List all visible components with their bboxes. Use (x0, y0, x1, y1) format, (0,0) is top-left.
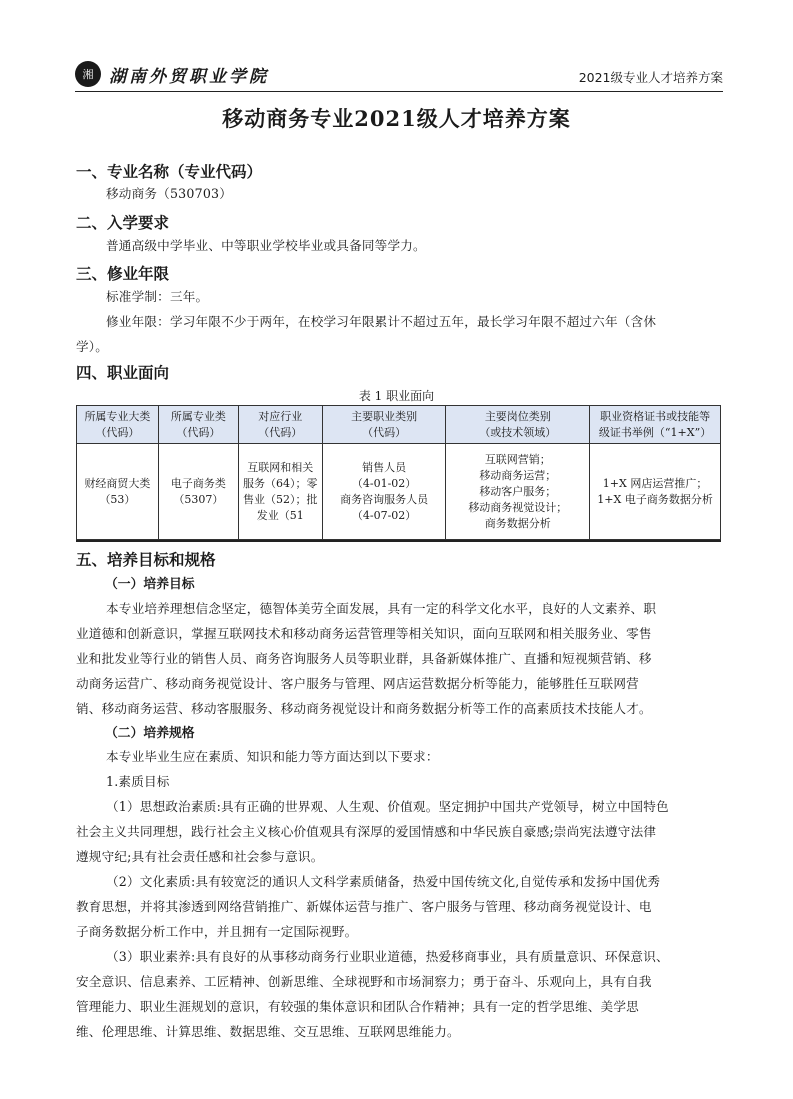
quality-political-line: （1）思想政治素质:具有正确的世界观、人生观、价值观。坚定拥护中国共产党领导，树立中国特色 (106, 799, 669, 814)
quality-political-line: 社会主义共同理想，践行社会主义核心价值观具有深厚的爱国情感和中华民族自豪感;崇尚宪法遵守法律 (76, 824, 657, 839)
school-logo (75, 58, 269, 90)
quality-cultural-line: （2）文化素质:具有较宽泛的通识人文科学素质储备，热爱中国传统文化,自觉传承和发扬中国优秀 (106, 874, 661, 889)
spec-intro: 本专业毕业生应在素质、知识和能力等方面达到以下要求： (106, 749, 439, 764)
goal-line: 业和批发业等行业的销售人员、商务咨询服务人员等职业群，具备新媒体推广、直播和短视频营销、移 (76, 651, 652, 666)
header-cell: 对应行业 （代码） (238, 406, 322, 444)
table-header-row (77, 406, 721, 444)
duration-limit-text-cont: 学）。 (76, 339, 109, 354)
table-cell: 电子商务类 （5307） (158, 444, 238, 540)
goal-line: 动商务运营广、移动商务视觉设计、客户服务与管理、网店运营数据分析等能力，能够胜任互联网营 (76, 676, 639, 691)
document-title: 移动商务专业2021级人才培养方案 (222, 106, 571, 131)
quality-cultural-line: 教育思想，并将其渗透到网络营销推广、新媒体运营与推广、客户服务与管理、移动商务视觉设计、电 (76, 899, 652, 914)
goal-line: 本专业培养理想信念坚定，德智体美劳全面发展，具有一定的科学文化水平，良好的人文素养、职 (106, 601, 657, 616)
table-cell: 互联网营销； 移动商务运营； 移动客户服务； 移动商务视觉设计； 商务数据分析 (446, 444, 590, 540)
quality-professional-line: 管理能力、职业生涯规划的意识，有较强的集体意识和团队合作精神；具有一定的哲学思维、美学思 (76, 999, 639, 1014)
quality-cultural-line: 子商务数据分析工作中，并且拥有一定国际视野。 (76, 924, 358, 939)
career-orientation-table (76, 405, 721, 540)
duration-limit-text: 修业年限：学习年限不少于两年，在校学习年限累计不超过五年，最长学习年限不超过六年（含休 (106, 314, 657, 329)
table-caption: 表 1 职业面向 (358, 389, 435, 403)
header-doc-label: 2021级专业人才培养方案 (578, 70, 723, 85)
school-seal-icon: 湘 (75, 61, 101, 87)
duration-standard-text: 标准学制：三年。 (106, 289, 209, 304)
section-heading-duration: 三、修业年限 (76, 265, 170, 283)
section-heading-goals: 五、培养目标和规格 (76, 551, 216, 569)
goal-line: 业道德和创新意识，掌握互联网技术和移动商务运营管理等相关知识，面向互联网和相关服务业、零售 (76, 626, 652, 641)
section-heading-career: 四、职业面向 (76, 364, 170, 382)
page-header (75, 58, 723, 92)
quality-professional-line: 安全意识、信息素养、工匠精神、创新思维、全球视野和市场洞察力；勇于奋斗、乐观向上，具有自我 (76, 974, 652, 989)
table-cell: 1+X 网店运营推广； 1+X 电子商务数据分析 (590, 444, 721, 540)
major-name-text: 移动商务（530703） (106, 186, 233, 201)
section-heading-major-name: 一、专业名称（专业代码） (76, 163, 263, 181)
subheading-training-spec: （二）培养规格 (105, 726, 195, 741)
header-cell: 所属专业大类 （代码） (77, 406, 159, 444)
table-cell: 互联网和相关 服务（64）；零 售业（52）；批 发业（51 (238, 444, 322, 540)
header-cell: 主要职业类别 （代码） (322, 406, 446, 444)
school-name: 湖南外贸职业学院 (109, 66, 269, 87)
table-cell: 财经商贸大类 （53） (77, 444, 159, 540)
quality-professional-line: （3）职业素养:具有良好的从事移动商务行业职业道德，热爱移商事业，具有质量意识、环保意识、 (106, 949, 669, 964)
section-heading-admission: 二、入学要求 (76, 214, 170, 232)
admission-text: 普通高级中学毕业、中等职业学校毕业或具备同等学力。 (106, 238, 426, 253)
quality-professional-line: 维、伦理思维、计算思维、数据思维、交互思维、互联网思维能力。 (76, 1024, 460, 1039)
header-cell: 所属专业类 （代码） (158, 406, 238, 444)
table-row (77, 444, 721, 540)
spec-title-quality: 1.素质目标 (106, 774, 170, 789)
table-cell: 销售人员 （4-01-02） 商务咨询服务人员 （4-07-02） (322, 444, 446, 540)
quality-political-line: 遵规守纪;具有社会责任感和社会参与意识。 (76, 849, 324, 864)
goal-line: 销、移动商务运营、移动客服服务、移动商务视觉设计和商务数据分析等工作的高素质技术技能人才。 (76, 701, 652, 716)
table-bottom-rule (76, 540, 721, 542)
subheading-training-goal: （一）培养目标 (105, 577, 195, 592)
header-cell: 主要岗位类别 （或技术领域） (446, 406, 590, 444)
header-cell: 职业资格证书或技能等 级证书举例（“1+X”） (590, 406, 721, 444)
